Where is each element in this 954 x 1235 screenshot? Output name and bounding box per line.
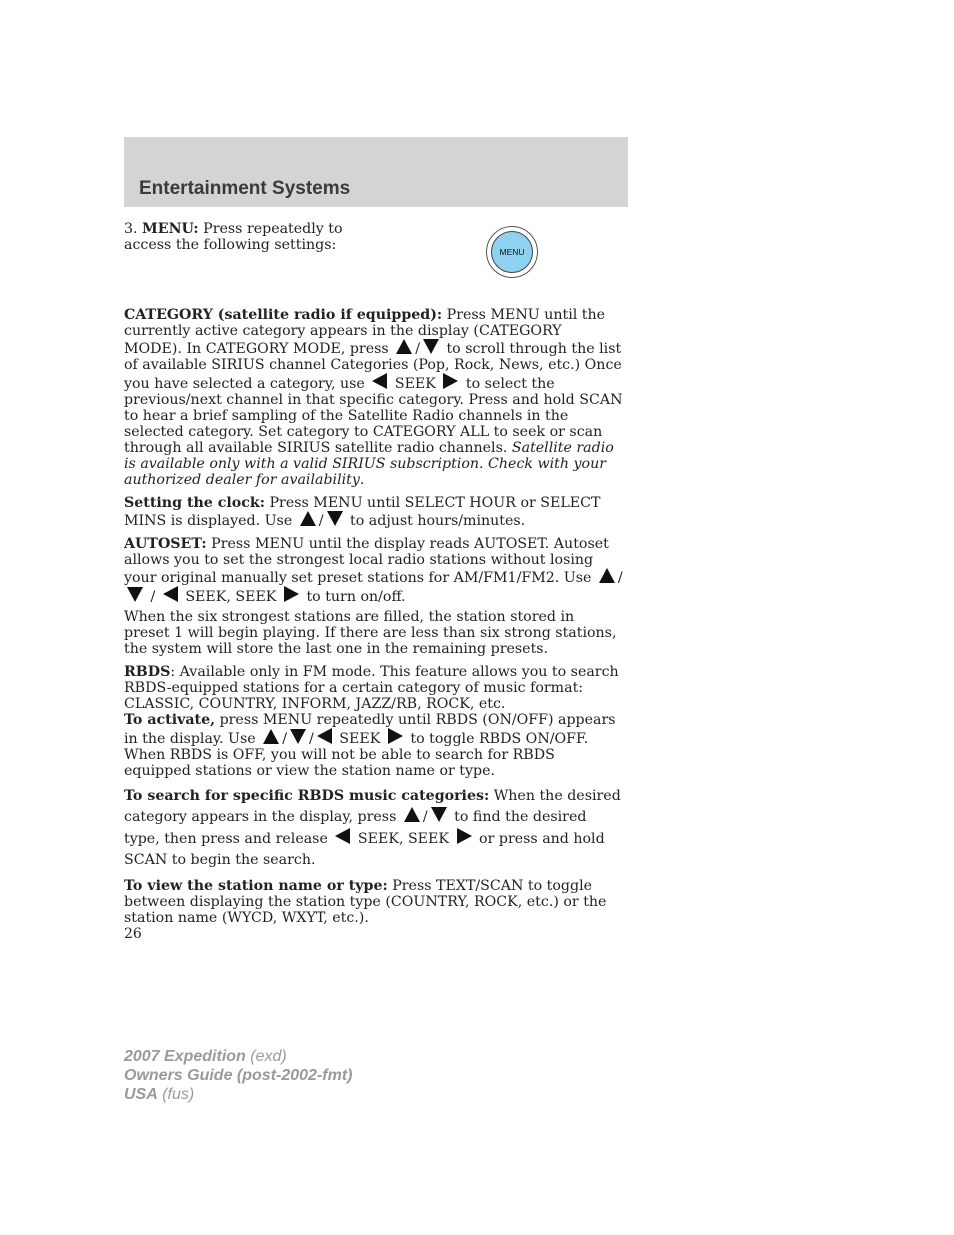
rbds-activate-paragraph: To activate, press MENU repeatedly until RBDS (ON/OFF) appears in the display. Use / / SEEK to toggle RBDS ON/OFF. When RBDS is OFF, you will not be able to search for RBDS equipped stations or view the station name or type. [124,712,616,779]
activate-label: To activate, [124,712,216,728]
clock-label: Setting the clock: [124,495,265,511]
view-text: Press TEXT/SCAN to toggle between displaying the station type (COUNTRY, ROCK, etc.) or the station name (WYCD, WXYT, etc.). [124,878,607,926]
clock-text-1: Press MENU until SELECT HOUR or SELECT MINS is displayed. Use [124,495,601,529]
footer-line-1 [124,1047,352,1066]
subscription-note: Satellite radio is available only with a valid SIRIUS subscription. Check with your authorized dealer for availability [124,440,614,488]
page-title: Entertainment Systems [139,178,351,199]
view-paragraph [124,878,624,926]
up-arrow-icon [300,511,316,526]
footer [124,1047,352,1104]
down-arrow-icon [290,729,306,744]
up-arrow-icon [263,729,279,744]
left-arrow-icon [372,373,387,389]
menu-label: MENU: [142,221,199,237]
down-arrow-icon [127,587,143,602]
up-arrow-icon [404,807,420,822]
seek-label: SEEK [394,376,436,392]
search-text-2: to find the desired type, then press and release [124,809,587,847]
clock-paragraph: Setting the clock: Press MENU until SELECT HOUR or SELECT MINS is displayed. Use / to adjust hours/minutes. [124,495,601,529]
left-arrow-icon [163,586,178,602]
clock-text-2: to adjust hours/minutes. [345,513,526,529]
category-label: CATEGORY (satellite radio if equipped): [124,307,443,323]
footer-market-code: (fus) [157,1086,195,1103]
rbds-paragraph [124,664,624,712]
rbds-label: RBDS [124,664,171,680]
search-text-3: or press and hold SCAN to begin the search. [124,831,605,868]
footer-line-3 [124,1085,352,1104]
right-arrow-icon [443,373,458,389]
search-label: To search for specific RBDS music categories: [124,788,490,804]
autoset-label: AUTOSET: [124,536,207,552]
seek-label: SEEK [339,731,381,747]
autoset-paragraph: AUTOSET: Press MENU until the display reads AUTOSET. Autoset allows you to set the strongest local radio stations without losing your original manually set preset stations for AM/FM1/FM2. Use / / SEEK, SEEK to turn on/off. [124,536,623,605]
category-text-1: Press MENU until the currently active category appears in the display (CATEGORY MODE). In CATEGORY MODE, press [124,307,606,357]
rbds-text-1: : Available only in FM mode. This feature allows you to search RBDS-equipped stations for a certain category of music format: CLASSIC, COUNTRY, INFORM, JAZZ/RB, ROCK, etc. [124,664,619,712]
down-arrow-icon [327,511,343,526]
menu-text: Press repeatedly to access the following settings: [124,221,343,253]
left-arrow-icon [335,828,350,844]
category-text-2: to scroll through the list of available SIRIUS channel Categories (Pop, Rock, News, etc.) Once you have selected a category, use [124,341,622,392]
footer-line-2: Owners Guide (post-2002-fmt) [124,1067,353,1084]
left-arrow-icon [317,728,332,744]
seek-label: SEEK, SEEK [357,831,449,847]
menu-intro [124,221,354,291]
down-arrow-icon [431,807,447,822]
category-text-3: to select the previous/next channel in that specific category. Press and hold SCAN to hear a brief sampling of the Satellite Radio channels in the selected category. Set category to CATEGORY ALL to seek or scan through all available SIRIUS satellite radio channels. [124,376,623,456]
menu-button-face: MENU [491,231,533,273]
search-text-1: When the desired category appears in the display, press [124,788,621,825]
category-end: . [359,472,365,488]
up-arrow-icon [599,568,615,583]
autoset-text-2: to turn on/off. [301,589,406,605]
up-arrow-icon [396,339,412,354]
autoset-note: When the six strongest stations are filled, the station stored in preset 1 will begin playing. If there are less than six strong stations, the system will store the last one in the remaining presets. [124,609,617,657]
item-number: 3. [124,221,143,237]
down-arrow-icon [423,339,439,354]
main-content [124,221,624,926]
right-arrow-icon [388,728,403,744]
footer-market: USA [124,1086,158,1103]
footer-model: 2007 Expedition [124,1048,246,1065]
autoset-text-1: Press MENU until the display reads AUTOSET. Autoset allows you to set the strongest local radio stations without losing your original manually set preset stations for AM/FM1/FM2. Use [124,536,609,586]
rbds-text-2: press MENU repeatedly until RBDS (ON/OFF) appears in the display. Use [124,712,616,747]
seek-label: SEEK, SEEK [185,589,277,605]
footer-model-code: (exd) [245,1048,287,1065]
view-label: To view the station name or type: [124,878,388,894]
right-arrow-icon [284,586,299,602]
rbds-text-3: to toggle RBDS ON/OFF. When RBDS is OFF, you will not be able to search for RBDS equipped stations or view the station name or type. [124,731,589,779]
category-paragraph: CATEGORY (satellite radio if equipped): Press MENU until the currently active category appears in the display (CATEGORY MODE). In CATEGORY MODE, press / to scroll through the list of available SIRIUS channel Categories (Pop, Rock, News, etc.) Once you have selected a category, use SEEK to select the previous/next channel in that specific category. Press and hold SCAN to hear a brief sampling of the Satellite Radio channels in the selected category. Set category to CATEGORY ALL to seek or scan through all available SIRIUS satellite radio channels. Satellite radio is available only with a valid SIRIUS subscription. Check with your authorized dealer for availability. [124,307,623,488]
search-paragraph: To search for specific RBDS music categories: When the desired category appears in the display, press / to find the desired type, then press and release SEEK, SEEK or press and hold SCAN to begin the search. [124,788,621,868]
page-number: 26 [124,926,142,942]
right-arrow-icon [457,828,472,844]
